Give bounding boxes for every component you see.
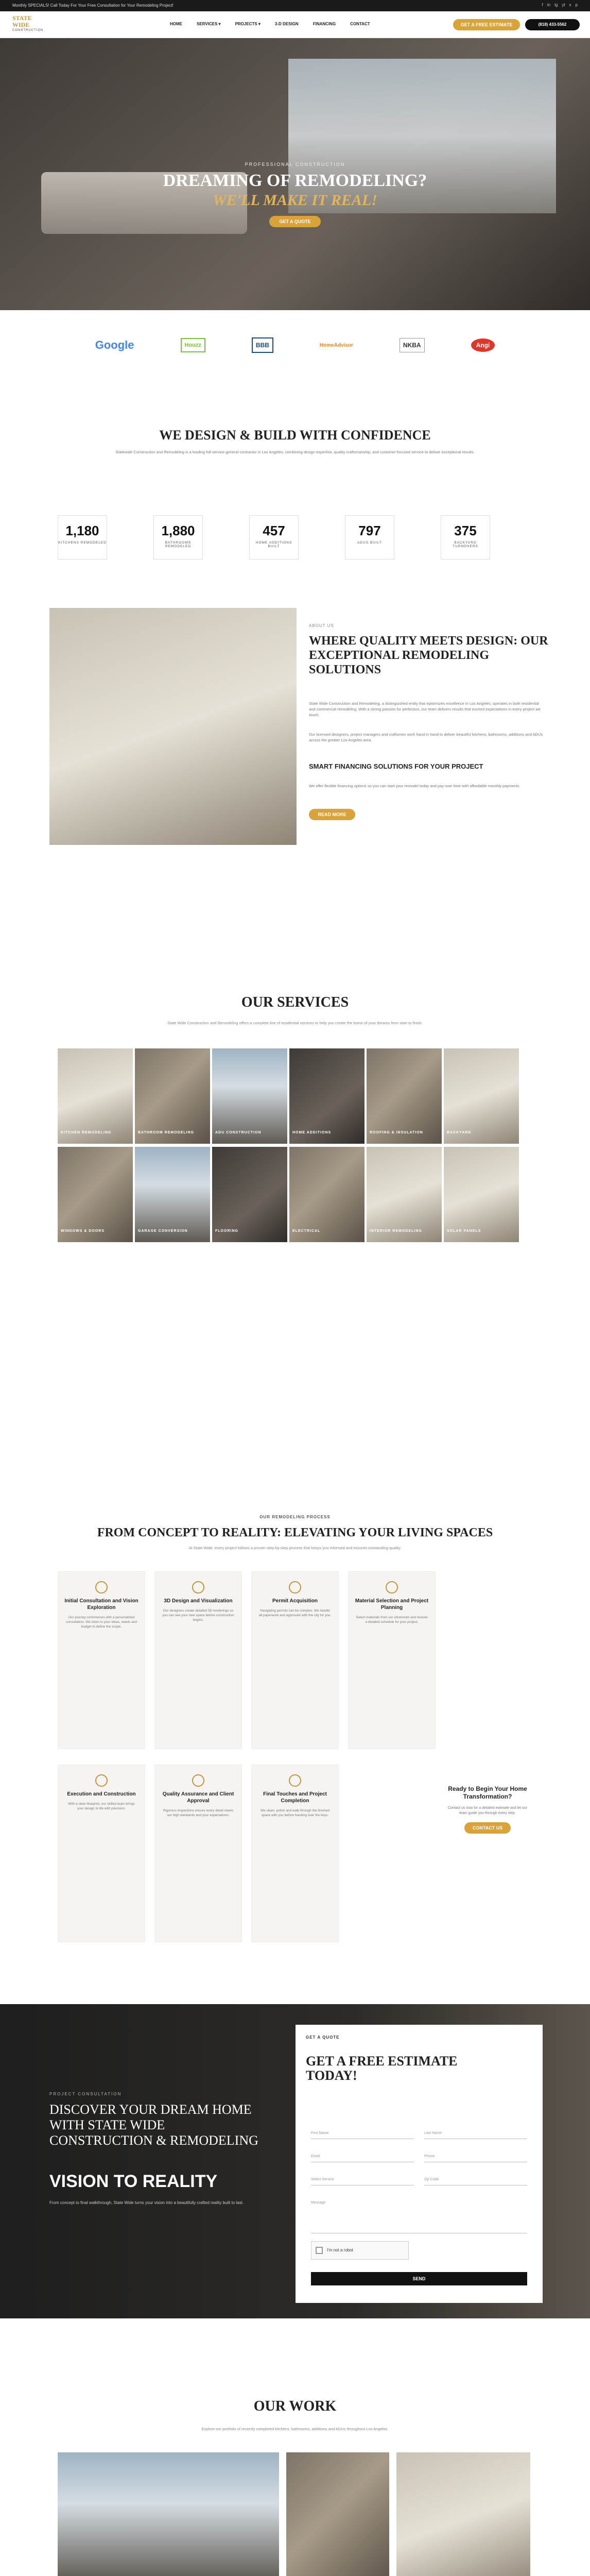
message-field[interactable]: Message [311,2197,527,2233]
work-desc: Explore our portfolio of recently completed kitchens, bathrooms, additions and ADUs throughout Los Angeles. [201,2427,389,2431]
process-step-desc: Rigorous inspections ensure every detail meets our high standards and your expectations. [163,1809,234,1817]
service-tile[interactable] [444,1147,519,1242]
about-title: WHERE QUALITY MEETS DESIGN: OUR EXCEPTIONAL REMODELING SOLUTIONS [309,634,548,676]
stat-bathrooms [153,515,203,560]
form-title: GET A FREE ESTIMATE TODAY! [306,2054,458,2083]
stat-number: 1,180 [65,523,99,538]
stat-number: 797 [358,523,381,538]
confidence-title: WE DESIGN & BUILD WITH CONFIDENCE [159,428,431,443]
service-tile[interactable] [135,1147,210,1242]
linkedin-icon[interactable]: in [547,3,551,7]
nav-3d-design[interactable]: 3-D DESIGN [274,22,299,26]
process-step-card [348,1571,436,1749]
quote-eyebrow: PROJECT CONSULTATION [49,2092,122,2096]
ready-block [444,1765,531,1834]
stat-label: HOME ADDITIONS BUILT [255,541,292,548]
houzz-badge: Houzz [181,338,205,352]
service-label: SOLAR PANELS [447,1229,481,1233]
stat-label: BACKYARD TURNOVERS [453,541,478,548]
email-field[interactable]: Email [311,2151,414,2162]
stat-label: BATHROOMS REMODELED [165,541,192,548]
nav-home[interactable]: HOME [170,22,182,26]
service-label: BATHROOM REMODELING [138,1131,195,1134]
service-label: ADU CONSTRUCTION [215,1131,262,1134]
process-step-desc: Navigating permits can be complex. We handle all paperwork and approvals with the city for you. [258,1609,332,1617]
angi-badge: Angi [471,338,495,352]
captcha-box[interactable] [311,2241,409,2260]
process-step-desc: Select materials from our showroom and receive a detailed schedule for your project. [356,1616,428,1624]
about-p2: Our licensed designers, project managers and craftsmen work hand in hand to deliver beautiful kitchens, bathrooms, additions and ADUs across the greater Los Angeles area. [309,732,543,742]
service-label: ROOFING & INSULATION [370,1131,423,1134]
process-step-title: Execution and Construction [67,1791,136,1797]
hero-cta-button[interactable]: GET A QUOTE [269,216,321,227]
form-eyebrow: GET A QUOTE [306,2035,340,2040]
hero-eyebrow: PROFESSIONAL CONSTRUCTION [245,162,345,167]
process-step-desc: Our designers create detailed 3D renderings so you can see your new space before construction begins. [162,1609,234,1622]
process-step-card [154,1765,242,1942]
process-step-icon [289,1774,301,1787]
main-nav [0,11,590,38]
service-label: FLOORING [215,1229,238,1233]
instagram-icon[interactable]: ig [554,3,558,7]
pinterest-icon[interactable]: p [575,3,578,7]
badges-row [0,330,590,361]
hero-section [0,38,590,310]
stat-label: KITCHENS REMODELED [58,541,107,545]
quote-form [296,2025,543,2303]
process-step-card [154,1571,242,1749]
service-select[interactable]: Select Service [311,2174,414,2185]
ready-text: Contact us now for a detailed estimate and let our team guide you through every step. [447,1806,528,1815]
captcha-checkbox[interactable] [316,2247,323,2254]
service-label: INTERIOR REMODELING [370,1229,422,1233]
stat-additions [249,515,299,560]
work-title: OUR WORK [253,2398,337,2414]
hero-title-2: WE'LL MAKE IT REAL! [213,192,377,209]
service-label: ELECTRICAL [292,1229,321,1233]
process-title: FROM CONCEPT TO REALITY: ELEVATING YOUR LIVING SPACES [97,1526,493,1539]
phone-field[interactable]: Phone [424,2151,527,2162]
about-image [49,608,297,845]
hero-title-1: DREAMING OF REMODELING? [163,171,427,190]
service-label: KITCHEN REMODELING [61,1131,112,1134]
process-step-icon [192,1774,204,1787]
services-title: OUR SERVICES [241,994,349,1010]
logo-mid: WIDE [12,21,30,28]
process-step-card [58,1765,145,1942]
service-label: GARAGE CONVERSION [138,1229,188,1233]
process-step-card [251,1765,339,1942]
service-tile[interactable] [289,1048,365,1144]
top-bar [0,0,590,11]
finance-text: We offer flexible financing options so you can start your remodel today and pay over time with affordable monthly payments. [309,784,520,788]
service-tile[interactable] [289,1147,365,1242]
nav-estimate-button[interactable]: GET A FREE ESTIMATE [453,19,520,30]
stat-kitchens [58,515,107,560]
youtube-icon[interactable]: yt [562,3,565,7]
service-label: BACKYARD [447,1131,472,1134]
about-cta-button[interactable]: READ MORE [309,809,355,820]
process-step-icon [95,1774,108,1787]
ready-cta-button[interactable]: CONTACT US [464,1822,511,1834]
logo-top: STATE [12,14,32,22]
work-image-4[interactable] [286,2452,389,2576]
zip-field[interactable]: Zip Code [424,2174,527,2185]
service-tile[interactable] [58,1048,133,1144]
nav-services[interactable]: SERVICES ▾ [197,22,221,26]
process-step-desc: Our journey commences with a personalized consultation. We listen to your ideas, needs and budget to define the scope. [66,1616,137,1629]
process-step-desc: With a clear blueprint, our skilled team brings your design to life with precision. [68,1802,135,1810]
nav-projects[interactable]: PROJECTS ▾ [235,22,261,26]
service-tile[interactable] [135,1048,210,1144]
google-badge: Google [95,338,134,351]
quote-title-2: VISION TO REALITY [49,2172,218,2191]
x-icon[interactable]: x [569,3,571,7]
work-image-1[interactable] [58,2452,279,2576]
service-label: HOME ADDITIONS [292,1131,332,1134]
process-step-title: Final Touches and Project Completion [263,1791,327,1804]
social-icons [542,3,578,7]
about-section [0,592,590,881]
stat-number: 457 [263,523,285,538]
homeadvisor-badge: HomeAdvisor [319,342,353,348]
service-tile[interactable] [444,1048,519,1144]
process-step-card [251,1571,339,1749]
facebook-icon[interactable]: f [542,3,543,7]
promo-text: Monthly SPECIALS! Call Today For Your Free Consultation for Your Remodeling Project! [12,3,173,8]
submit-button[interactable]: SEND [311,2272,527,2285]
work-image-5[interactable] [396,2452,530,2576]
service-tile[interactable] [212,1147,287,1242]
nav-phone-button[interactable]: (818) 433-5562 [525,19,580,30]
process-step-icon [192,1581,204,1594]
confidence-desc: Statewide Construction and Remodeling is a leading full-service general contractor in Los Angeles, combining design expertise, quality craftsmanship, and customer focused service to deliver exceptional results. [115,450,475,454]
ready-title: Ready to Begin Your Home Transformation? [448,1785,527,1800]
stat-backyards [441,515,490,560]
last-name-field[interactable]: Last Name [424,2128,527,2139]
process-step-icon [95,1581,108,1594]
service-tile[interactable] [367,1147,442,1242]
first-name-field[interactable]: First Name [311,2128,414,2139]
quote-desc: From concept to final walkthrough, State Wide turns your vision into a beautifully crafted reality built to last. [49,2200,244,2205]
service-tile[interactable] [212,1048,287,1144]
service-tile[interactable] [58,1147,133,1242]
stat-adus [345,515,394,560]
service-tile[interactable] [367,1048,442,1144]
process-desc: At State Wide, every project follows a proven step-by-step process that keeps you informed and ensures outstanding quality. [188,1546,402,1550]
process-step-icon [289,1581,301,1594]
process-step-title: Permit Acquisition [272,1598,318,1604]
confidence-section [0,417,590,592]
stat-number: 375 [454,523,477,538]
nav-links [170,22,370,26]
nav-contact[interactable]: CONTACT [350,22,370,26]
stat-number: 1,880 [161,523,195,538]
nkba-badge: NKBA [400,338,425,352]
process-step-desc: We clean, polish and walk through the finished space with you before handing over the keys. [261,1809,329,1817]
quote-title-1: DISCOVER YOUR DREAM HOME WITH STATE WIDE CONSTRUCTION & REMODELING [49,2102,258,2148]
process-eyebrow: OUR REMODELING PROCESS [259,1515,331,1519]
process-step-card [58,1571,145,1749]
logo[interactable] [12,14,69,35]
about-p1: State Wide Construction and Remodeling, a distinguished entity that epitomizes excellence in Los Angeles, operates in both residential and commercial remodeling. With a strong passion for perfection, our team delivers results that exceed expectations in every project we touch. [309,701,541,717]
bbb-badge: BBB [252,337,273,353]
logo-sub: CONSTRUCTION [12,29,44,32]
process-step-title: Material Selection and Project Planning [355,1598,429,1611]
finance-title: SMART FINANCING SOLUTIONS FOR YOUR PROJECT [309,762,483,770]
quote-section [0,2004,590,2318]
captcha-label: I'm not a robot [327,2248,353,2252]
process-step-title: Initial Consultation and Vision Exploration [64,1598,138,1611]
about-eyebrow: ABOUT US [309,623,334,628]
stat-label: ADUS BUILT [357,541,382,545]
process-step-icon [386,1581,398,1594]
process-step-title: Quality Assurance and Client Approval [162,1791,234,1804]
nav-financing[interactable]: FINANCING [313,22,336,26]
service-label: WINDOWS & DOORS [61,1229,105,1233]
services-desc: State Wide Construction and Remodeling offers a complete line of residential services to help you create the home of your dreams from start to finish. [167,1021,423,1025]
process-step-title: 3D Design and Visualization [164,1598,233,1604]
